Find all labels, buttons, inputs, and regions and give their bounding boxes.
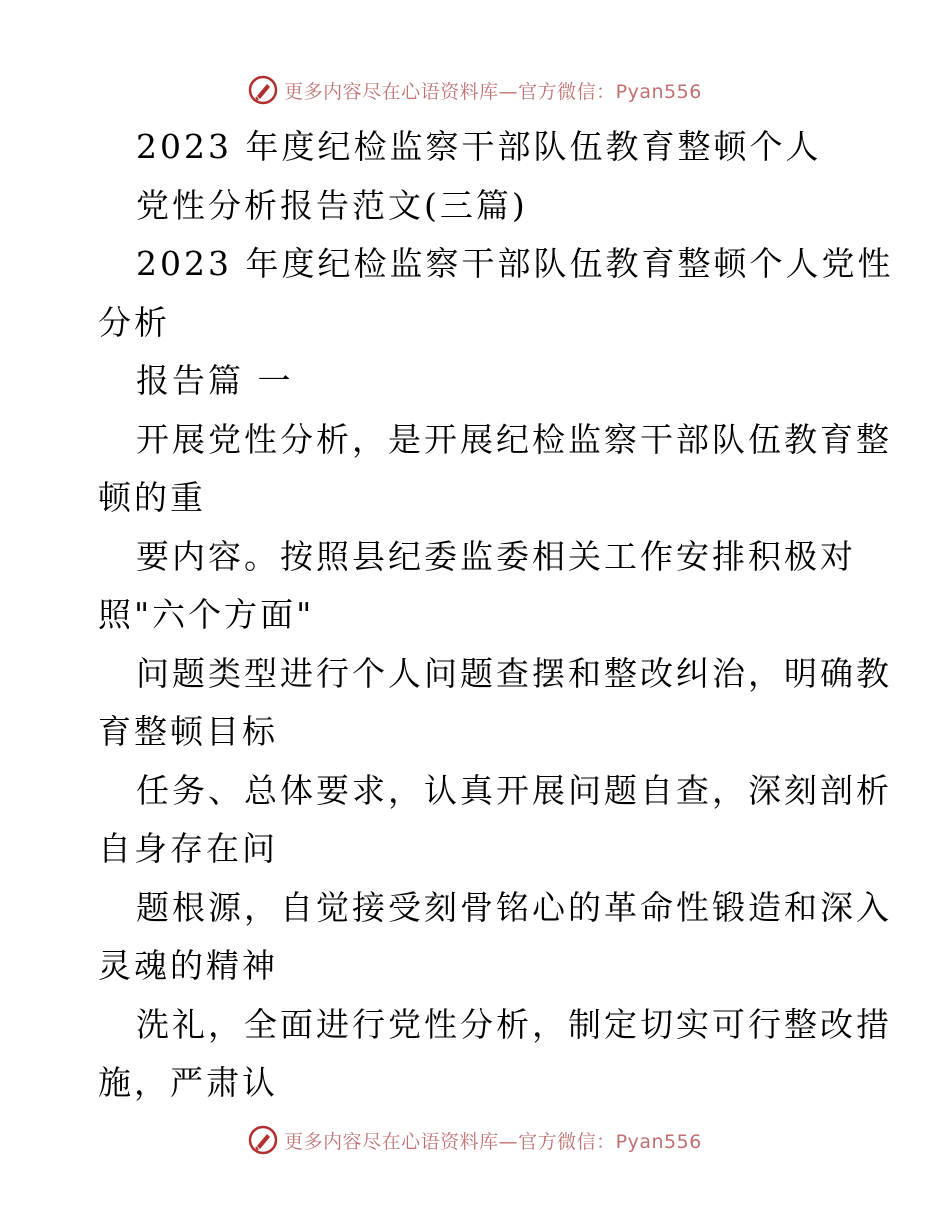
- header-banner-text: 更多内容尽在心语资料库—官方微信：Pyan556: [284, 80, 702, 103]
- title-line-2: 党性分析报告范文(三篇): [136, 185, 528, 225]
- subtitle-line-2: 分析: [98, 302, 170, 342]
- paragraph-line: 照"六个方面": [98, 595, 315, 634]
- pen-logo-icon: [248, 75, 278, 105]
- header-banner: [0, 70, 950, 110]
- paragraph-line: 要内容。按照县纪委监委相关工作安排积极对: [136, 536, 856, 576]
- subtitle-line-1: 2023 年度纪检监察干部队伍教育整顿个人党性: [136, 244, 894, 283]
- paragraph-line: 题根源，自觉接受刻骨铭心的革命性锻造和深入: [136, 887, 892, 927]
- paragraph-line: 问题类型进行个人问题查摆和整改纠治，明确教: [136, 653, 892, 693]
- title-line-1: 2023 年度纪检监察干部队伍教育整顿个人: [136, 127, 822, 166]
- paragraph-line: 洗礼，全面进行党性分析，制定切实可行整改措: [136, 1004, 892, 1044]
- paragraph-line: 任务、总体要求，认真开展问题自查，深刻剖析: [136, 770, 892, 810]
- pen-logo-icon: [248, 1125, 278, 1155]
- footer-banner: [0, 1120, 950, 1160]
- paragraph-line: 灵魂的精神: [98, 946, 278, 985]
- section-heading: 报告篇 一: [136, 361, 294, 400]
- paragraph-line: 顿的重: [98, 478, 206, 517]
- document-body: [98, 118, 894, 1113]
- paragraph-line: 施，严肃认: [98, 1063, 278, 1102]
- paragraph-line: 开展党性分析，是开展纪检监察干部队伍教育整: [136, 419, 892, 459]
- paragraph-line: 自身存在问: [98, 829, 278, 868]
- footer-banner-text: 更多内容尽在心语资料库—官方微信：Pyan556: [284, 1130, 702, 1153]
- paragraph-line: 育整顿目标: [98, 712, 278, 751]
